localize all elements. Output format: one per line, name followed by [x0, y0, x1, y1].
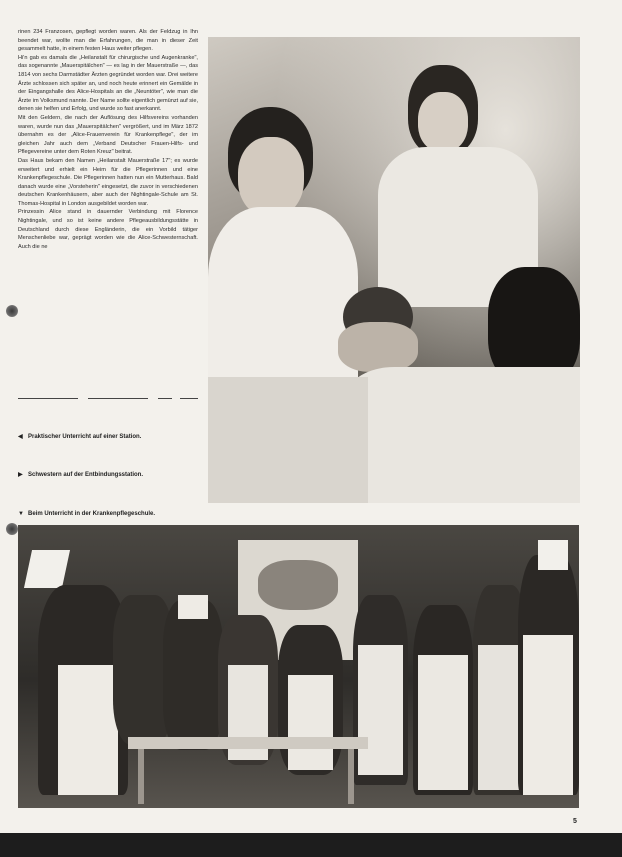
- nurse-apron: [58, 665, 118, 795]
- baby-body: [338, 322, 418, 372]
- nurse-face: [238, 137, 304, 217]
- anatomy-drawing: [258, 560, 338, 610]
- scan-edge-bar: [0, 833, 622, 857]
- nurse-apron: [418, 655, 468, 790]
- nurse-figure: [163, 600, 223, 750]
- article-paragraph: Prinzessin Alice stand in dauernder Verbindung mit Florence Nightingale, und so ist keine andere Pflegeausbildungsstätte in Deutschland durch diese Engländerin, die ein Vorbild tätiger Menschenliebe war, geprägt worden wie die Alice-Schwesternschaft. Auch die ne: [18, 209, 198, 250]
- article-paragraph: Mit den Geldern, die nach der Auflösung des Hilfsvereins vorhanden waren, wurde nun das „Mauerspitälchen" vergrößert, und im März 1872 übernahm es der „Alice-Frauenverein für Krankenpflege", der im gleichen Jahr auch dem „Verband Deutscher Frauen-Hilfs- und Pflegevereine unter dem Roten Kreuz" beitrat.: [18, 114, 198, 156]
- bed-sheets: [348, 367, 580, 503]
- caption-text: Beim Unterricht in der Krankenpflegeschule.: [28, 511, 156, 517]
- pillow: [208, 377, 368, 503]
- rule-line: [88, 398, 148, 399]
- page-number: 5: [573, 818, 577, 825]
- table-leg: [348, 749, 354, 804]
- caption-school: [18, 510, 200, 518]
- rule-line: [180, 398, 198, 399]
- rule-line: [158, 398, 172, 399]
- table-leg: [138, 749, 144, 804]
- caption-arrow: ▼: [18, 511, 24, 517]
- binder-hole: [6, 523, 18, 535]
- binder-hole: [6, 305, 18, 317]
- nurse-cap: [538, 540, 568, 570]
- classroom-table: [128, 737, 368, 749]
- article-paragraph: rinen 234 Franzosen, gepflegt worden waren. Als der Feldzug in Ihn beendet war, wollte man die Erfahrungen, die man in dieser Zeit gesammelt hatte, in einem festen Haus weiter pflegen.: [18, 29, 198, 53]
- nurse-face: [418, 92, 468, 152]
- caption-arrow: ◀: [18, 434, 23, 440]
- article-text-column: [18, 28, 198, 251]
- rule-line: [18, 398, 78, 399]
- nurse-cap: [24, 550, 70, 588]
- separator-rules: [18, 398, 198, 400]
- nurse-apron: [288, 675, 333, 770]
- caption-arrow: ▶: [18, 472, 23, 478]
- article-paragraph: Das Haus bekam den Namen „Heilanstalt Mauerstraße 17"; es wurde erweitert und erhielt ein Heim für die Pflegerinnen und eine Krankenpflegeschule. Die Pflegerinnen hatten nun ein Mutterhaus. Bald danach wurde eine „Vorsteherin" eingesetzt, die zuvor in verschiedenen deutschen Krankenhäusern, aber auch der Nightingale-Schule am St. Thomas-Hospital in London ausgebildet worden war.: [18, 157, 198, 207]
- nurse-apron: [523, 635, 573, 795]
- nurse-apron: [358, 645, 403, 775]
- article-paragraph: Hi'n gab es damals die „Heilanstalt für chirurgische und Augenkranke", das sogenannte „Mauerspitälchen" — es lag in der Mauerstraße —, das 1814 von sechs Darmstädter Ärzten gegründet worden war. Drei weitere Ärzte schlossen sich später an, und noch heute erinnert ein Gemälde in der Eingangshalle des Alice-Hospitals an die „Neuntöter", wie man die Ärzte im Volksmund nannte. Der Name sollte eigentlich gemünzt auf sie, denen sie helfen und Erfolg, und wurde so fast anerkannt.: [18, 54, 198, 113]
- nurse-cap: [178, 595, 208, 619]
- caption-station: [18, 433, 200, 441]
- caption-maternity: [18, 471, 200, 479]
- nurse-apron: [478, 645, 523, 790]
- caption-text: Praktischer Unterricht auf einer Station.: [28, 434, 142, 440]
- caption-text: Schwestern auf der Entbindungsstation.: [28, 472, 144, 478]
- photo-nursing-school-class: [18, 525, 579, 808]
- photo-nurses-with-newborn: [208, 37, 580, 503]
